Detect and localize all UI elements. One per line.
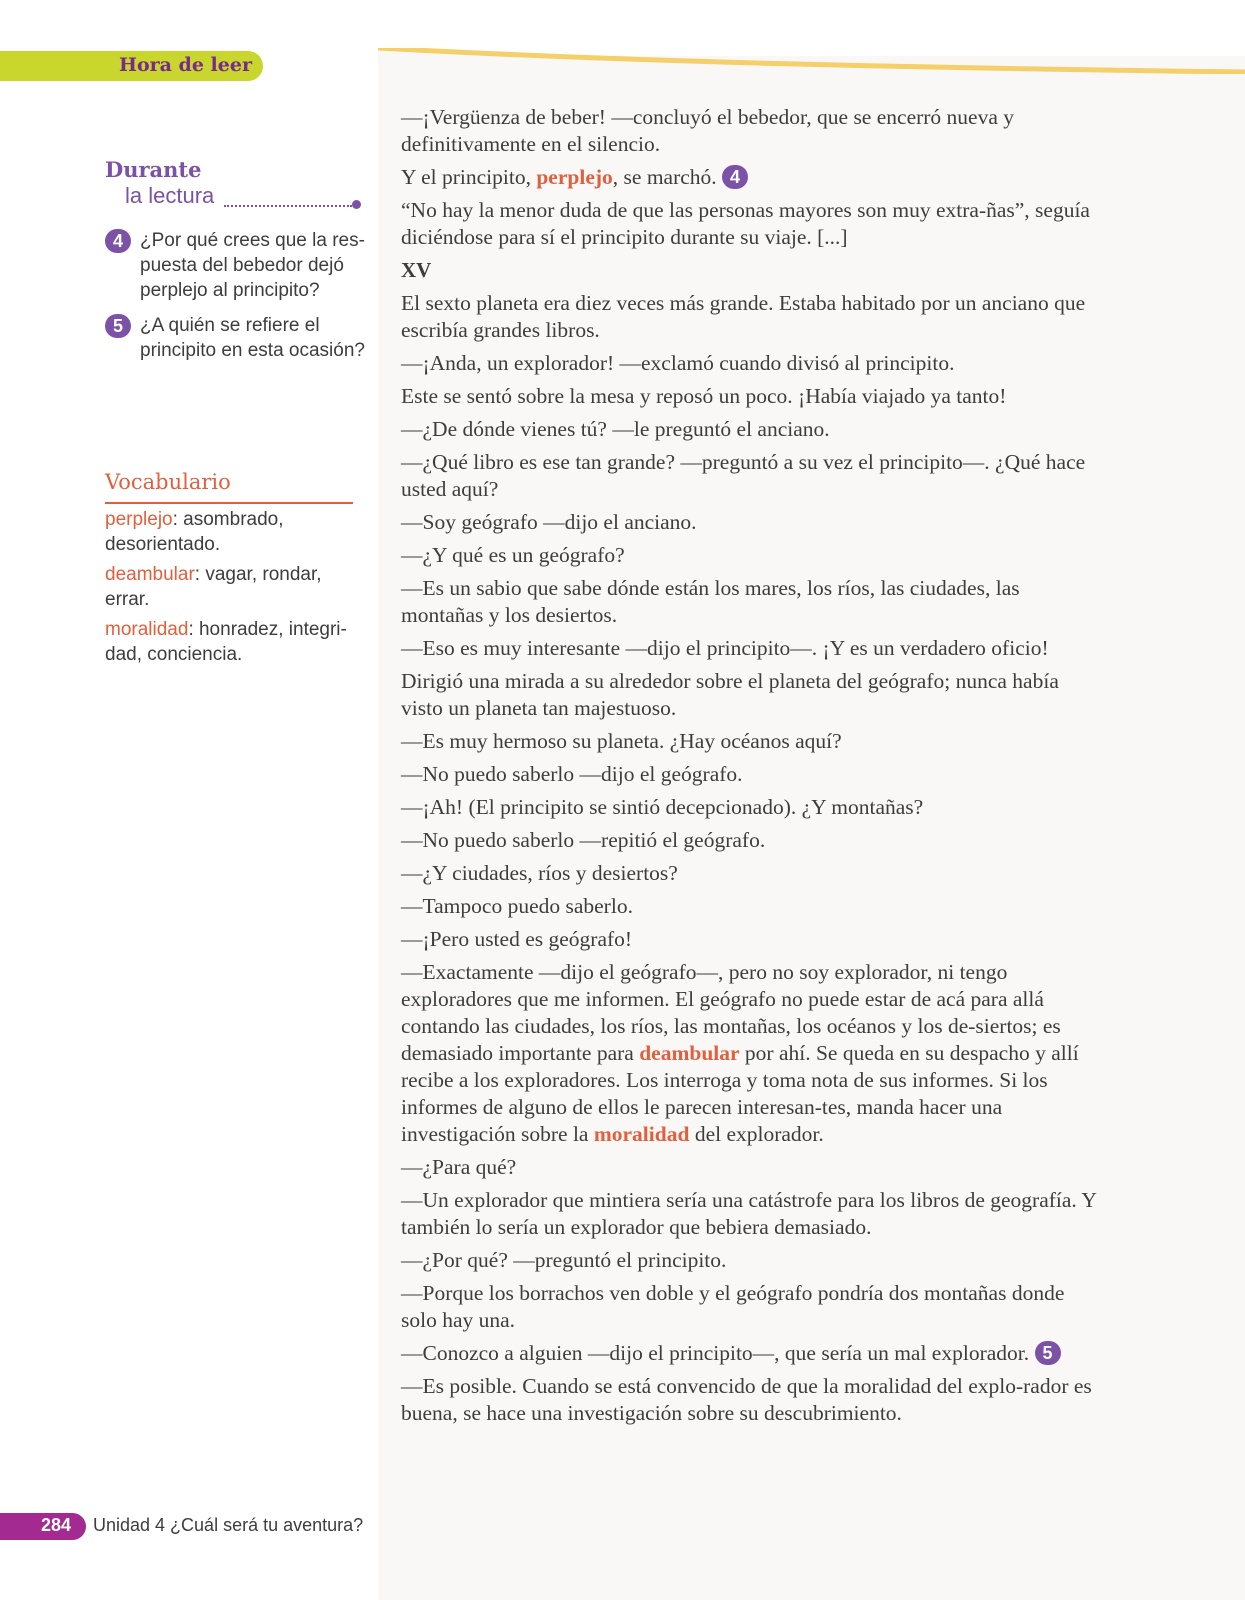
- text-run: del explorador.: [689, 1122, 824, 1146]
- text-run: , se marchó.: [612, 165, 723, 189]
- page-number-tab: [0, 1513, 86, 1540]
- vocab-term: moralidad: [105, 619, 189, 640]
- vocab-highlight: deambular: [639, 1041, 740, 1065]
- paragraph: —Tampoco puedo saberlo.: [401, 894, 633, 918]
- vocab-entry: [105, 507, 360, 557]
- chapter-heading: XV: [401, 258, 432, 282]
- paragraph: El sexto planeta era diez veces más grande. Estaba habitado por un anciano que escribía grandes libros.: [401, 291, 1086, 342]
- paragraph: —Eso es muy interesante —dijo el principito—. ¡Y es un verdadero oficio!: [401, 636, 1049, 660]
- paragraph: —No puedo saberlo —dijo el geógrafo.: [401, 762, 743, 786]
- paragraph: —¡Pero usted es geógrafo!: [401, 927, 633, 951]
- vocab-definition: : vagar, rondar, errar.: [105, 564, 322, 610]
- paragraph: —Porque los borrachos ven doble y el geógrafo pondría dos montañas donde solo hay una.: [401, 1281, 1065, 1332]
- section-tab: [0, 51, 263, 81]
- text-run: Y el principito,: [401, 165, 537, 189]
- paragraph: —¿Y qué es un geógrafo?: [401, 543, 625, 567]
- story-text: [401, 104, 1101, 1433]
- paragraph: —Es un sabio que sabe dónde están los mares, los ríos, las ciudades, las montañas y los desiertos.: [401, 576, 1020, 627]
- durante-heading: [105, 157, 214, 209]
- paragraph: —Un explorador que mintiera sería una catástrofe para los libros de geografía. Y también lo sería un explorador que bebiera demasiado.: [401, 1188, 1097, 1239]
- question-marker-5: 5: [1035, 1341, 1061, 1365]
- vocab-entry: [105, 562, 360, 612]
- paragraph: —No puedo saberlo —repitió el geógrafo.: [401, 828, 766, 852]
- vocab-highlight: perplejo: [536, 165, 613, 189]
- durante-title: Durante: [105, 157, 202, 182]
- dotted-rule: [224, 205, 352, 207]
- text-run: —Exactamente —dijo el geógrafo—, pero no soy explorador, ni tengo exploradores que me informen. El geógrafo no puede estar de acá para allá contando las ciudades, los ríos, las montañas, los océanos y los de-siertos; es demasiado importante para: [401, 960, 1061, 1065]
- section-tab-label: Hora de leer: [119, 54, 252, 76]
- text-run: —Conozco a alguien —dijo el principito—, que sería un mal explorador.: [401, 1341, 1035, 1365]
- paragraph: —¡Anda, un explorador! —exclamó cuando divisó al principito.: [401, 351, 955, 375]
- durante-subtitle: la lectura: [125, 183, 215, 208]
- question-text: ¿Por qué crees que la res-puesta del bebedor dejó perplejo al principito?: [140, 230, 365, 301]
- paragraph: —¿De dónde vienes tú? —le preguntó el anciano.: [401, 417, 830, 441]
- paragraph: —¿Para qué?: [401, 1155, 517, 1179]
- vocab-entry: [105, 617, 360, 667]
- question-marker-4: 4: [722, 165, 748, 189]
- paragraph: —¡Ah! (El principito se sintió decepcionado). ¿Y montañas?: [401, 795, 924, 819]
- question-number-badge: 4: [105, 229, 131, 253]
- paragraph: —¿Por qué? —preguntó el principito.: [401, 1248, 727, 1272]
- paragraph: “No hay la menor duda de que las personas mayores son muy extra-ñas”, seguía diciéndose para sí el principito durante su viaje. [...]: [401, 198, 1090, 249]
- paragraph: [401, 1340, 1101, 1367]
- vocab-definition: : asombrado, desorientado.: [105, 509, 284, 555]
- paragraph: —Es posible. Cuando se está convencido de que la moralidad del explo-rador es buena, se hace una investigación sobre su descubrimiento.: [401, 1374, 1092, 1425]
- paragraph: [401, 959, 1101, 1148]
- paragraph: Este se sentó sobre la mesa y reposó un poco. ¡Había viajado ya tanto!: [401, 384, 1007, 408]
- unit-title: Unidad 4 ¿Cuál será tu aventura?: [93, 1515, 364, 1535]
- vocab-definition: : honradez, integri-dad, conciencia.: [105, 619, 347, 665]
- panel-top-edge: [378, 48, 1245, 74]
- paragraph: [401, 164, 1101, 191]
- text-run: por ahí. Se queda en su despacho y allí recibe a los exploradores. Los interroga y toma nota de sus informes. Si los informes de alguno de ellos le parecen interesan-tes, manda hacer una investigación sobre la: [401, 1041, 1079, 1146]
- question-4: [105, 228, 365, 303]
- question-5: [105, 313, 365, 363]
- paragraph: —¡Vergüenza de beber! —concluyó el bebedor, que se encerró nueva y definitivamente en el silencio.: [401, 105, 1015, 156]
- question-text: ¿A quién se refiere el principito en esta ocasión?: [140, 315, 365, 361]
- paragraph: —¿Y ciudades, ríos y desiertos?: [401, 861, 678, 885]
- vocab-title: Vocabulario: [105, 470, 231, 494]
- paragraph: Dirigió una mirada a su alrededor sobre el planeta del geógrafo; nunca había visto un planeta tan majestuoso.: [401, 669, 1059, 720]
- vocab-term: perplejo: [105, 509, 173, 530]
- vocab-underline: [105, 502, 353, 504]
- dotted-rule-end: [352, 200, 361, 209]
- paragraph: —Soy geógrafo —dijo el anciano.: [401, 510, 697, 534]
- vocab-highlight: moralidad: [593, 1122, 690, 1146]
- paragraph: —Es muy hermoso su planeta. ¿Hay océanos aquí?: [401, 729, 842, 753]
- vocab-term: deambular: [105, 564, 195, 585]
- question-number-badge: 5: [105, 314, 131, 338]
- page-number: 284: [41, 1515, 72, 1535]
- paragraph: —¿Qué libro es ese tan grande? —preguntó a su vez el principito—. ¿Qué hace usted aquí?: [401, 450, 1086, 501]
